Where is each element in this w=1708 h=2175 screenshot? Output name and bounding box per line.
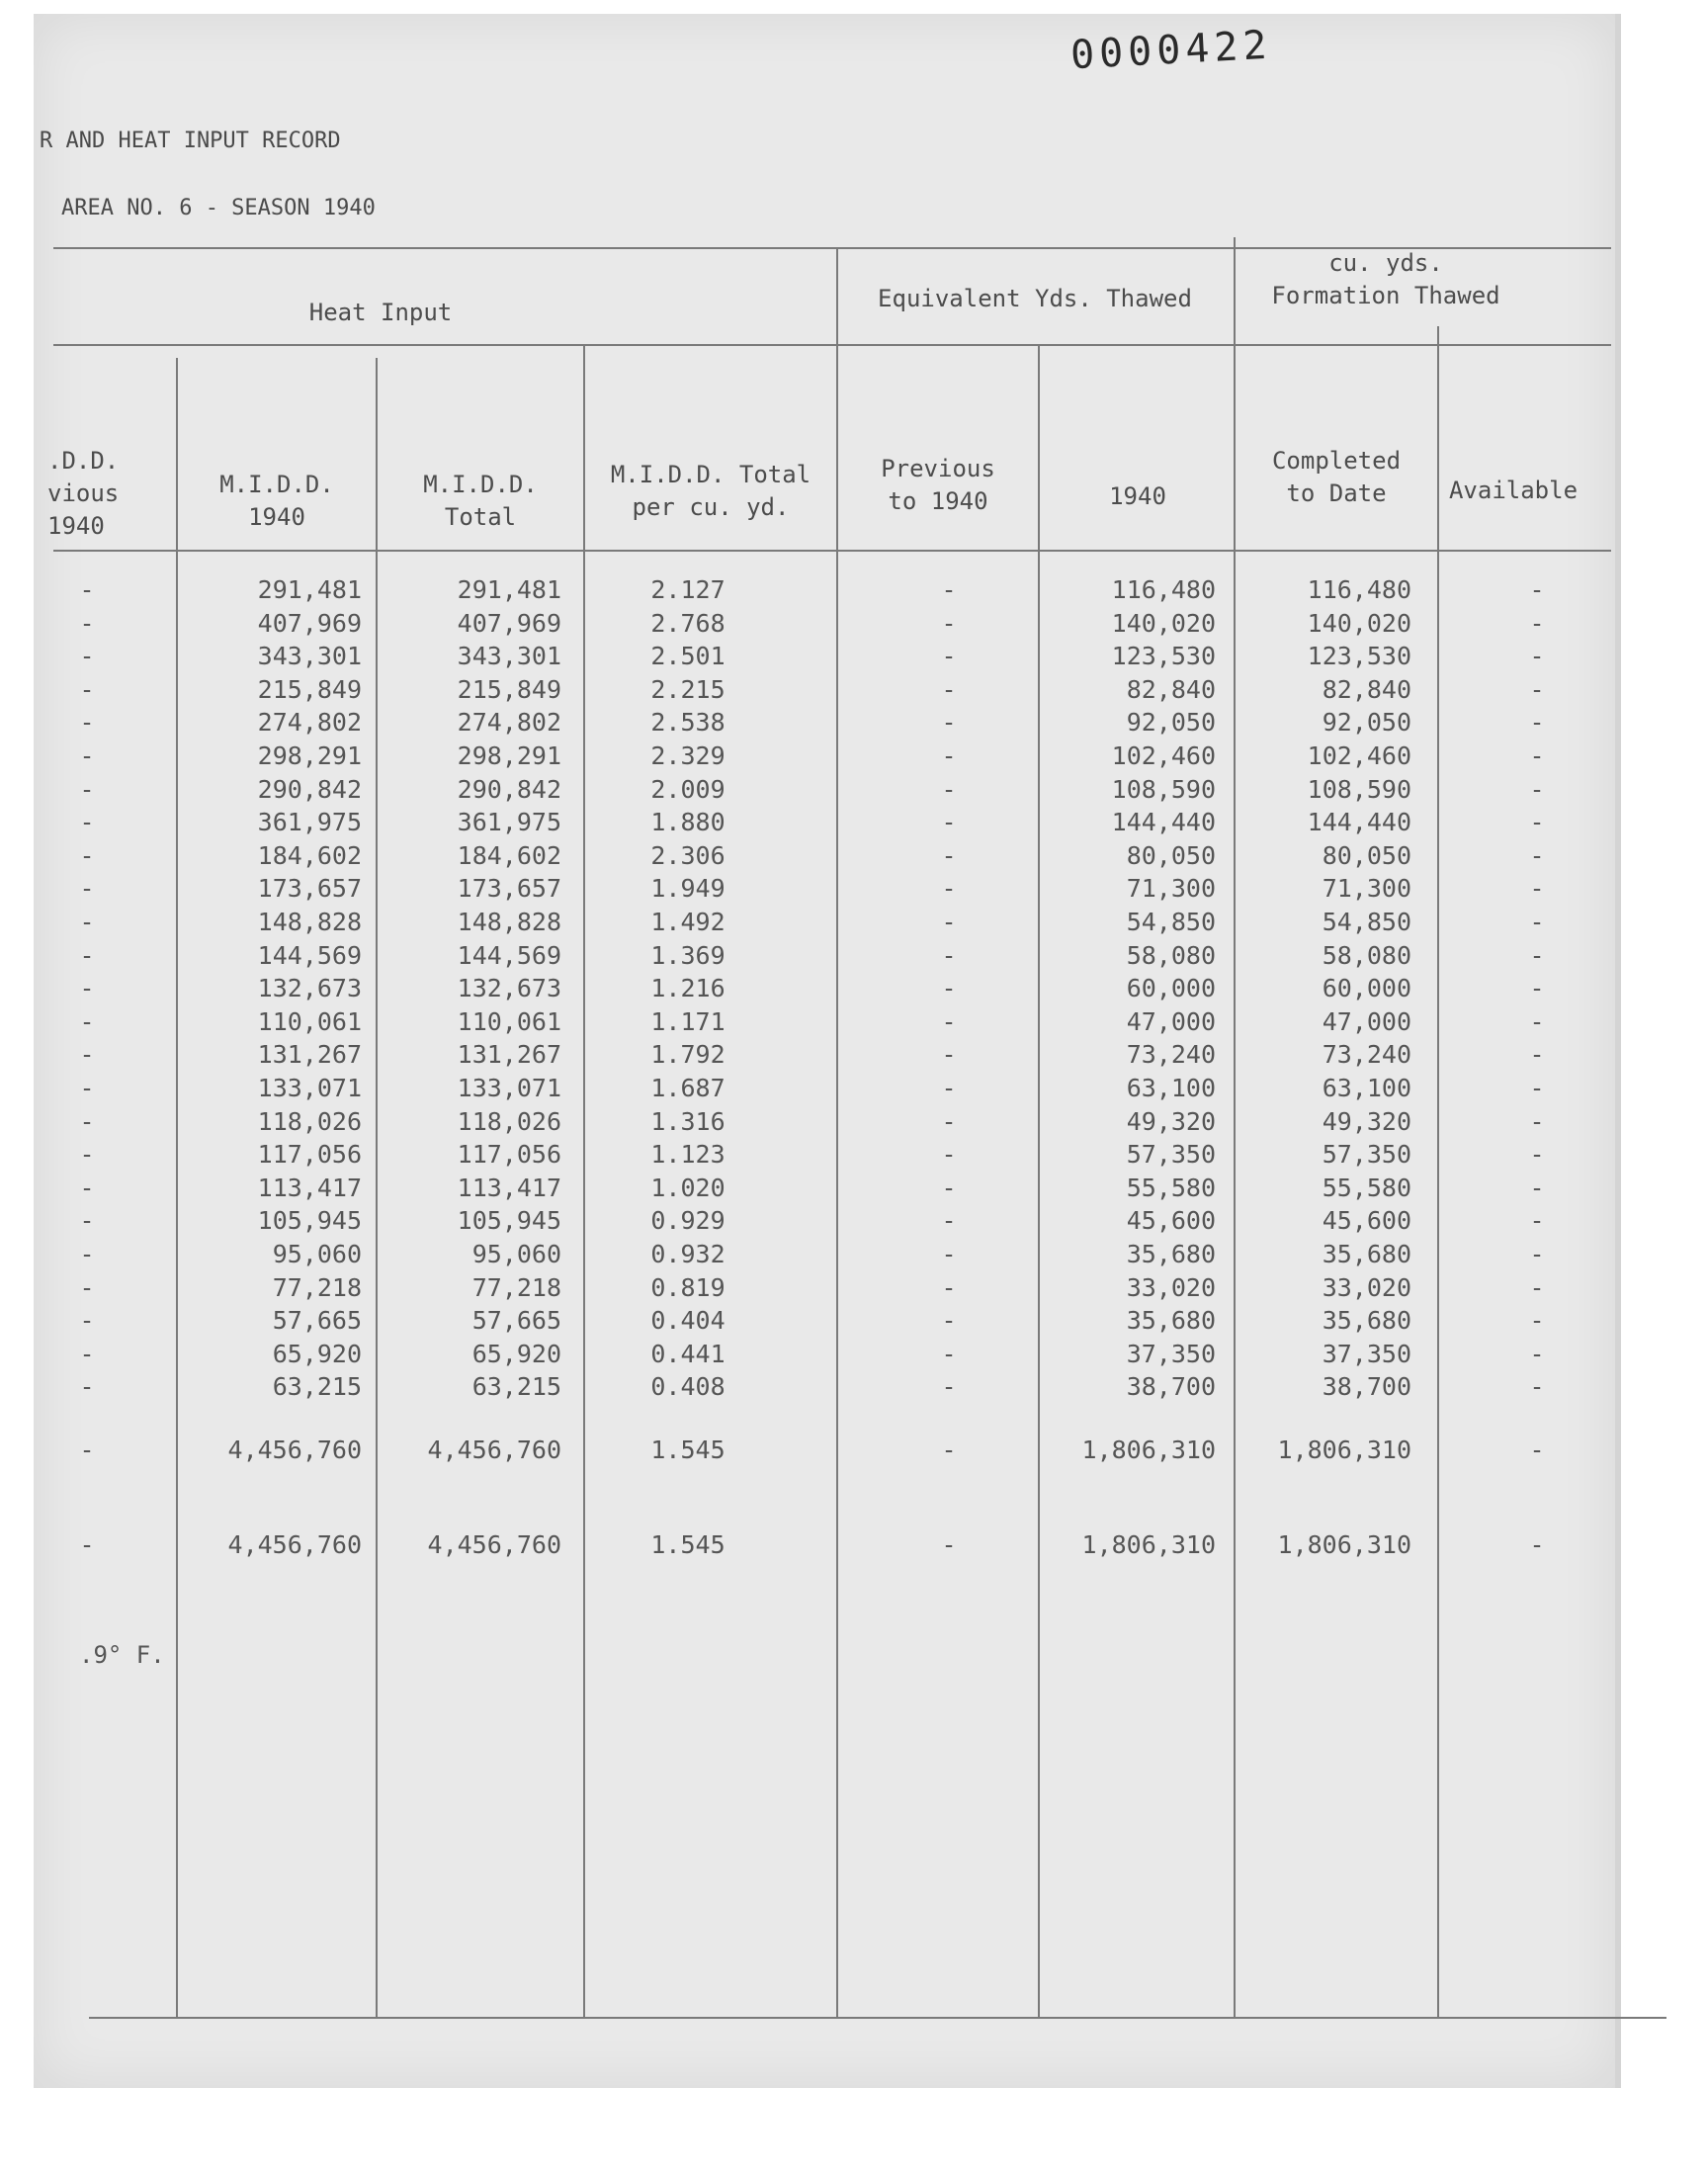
cell-yds-previous: -: [941, 1273, 957, 1302]
cell-yds-previous: -: [941, 1107, 957, 1136]
cell-midd-per-yd: 2.306: [650, 841, 726, 870]
cell-yds-1940: 45,600: [1126, 1206, 1216, 1235]
cell-midd-previous: -: [79, 1273, 95, 1302]
cell-completed-to-date: 55,580: [1322, 1174, 1411, 1202]
cell-midd-per-yd: 0.932: [650, 1240, 726, 1268]
cell-midd-total: 407,969: [457, 609, 561, 638]
cell-midd-total: 118,026: [457, 1107, 561, 1136]
cell-midd-previous: -: [79, 974, 95, 1002]
column-header: M.I.D.D. 1940: [219, 471, 334, 531]
cell-midd-per-yd: 0.441: [650, 1340, 726, 1368]
cell-yds-previous: -: [941, 1174, 957, 1202]
document-title: R AND HEAT INPUT RECORD: [40, 129, 341, 153]
column-divider: [1437, 326, 1439, 2017]
cell-midd-per-yd: 2.501: [650, 642, 726, 670]
cell-midd-previous: -: [79, 1140, 95, 1169]
cell-yds-1940: 49,320: [1126, 1107, 1216, 1136]
cell-yds-previous: -: [941, 908, 957, 936]
cell-midd-total: 343,301: [457, 642, 561, 670]
cell-midd-total: 77,218: [471, 1273, 561, 1302]
cell-available: -: [1529, 609, 1545, 638]
document-subtitle: AREA NO. 6 - SEASON 1940: [61, 196, 376, 220]
cell-completed-to-date: 102,460: [1307, 741, 1411, 770]
cell-yds-1940: 1,806,310: [1081, 1530, 1216, 1559]
cell-available: -: [1529, 741, 1545, 770]
cell-midd-1940: 343,301: [257, 642, 362, 670]
cell-yds-previous: -: [941, 841, 957, 870]
cell-midd-total: 113,417: [457, 1174, 561, 1202]
cell-completed-to-date: 33,020: [1322, 1273, 1411, 1302]
cell-completed-to-date: 1,806,310: [1277, 1530, 1411, 1559]
cell-completed-to-date: 38,700: [1322, 1372, 1411, 1401]
cell-midd-per-yd: 2.538: [650, 708, 726, 737]
cell-midd-1940: 63,215: [272, 1372, 362, 1401]
column-divider: [583, 346, 585, 2017]
cell-midd-per-yd: 1.216: [650, 974, 726, 1002]
cell-midd-total: 4,456,760: [427, 1436, 561, 1464]
cell-yds-1940: 55,580: [1126, 1174, 1216, 1202]
cell-yds-1940: 37,350: [1126, 1340, 1216, 1368]
cell-available: -: [1529, 1436, 1545, 1464]
cell-available: -: [1529, 1107, 1545, 1136]
cell-midd-total: 215,849: [457, 675, 561, 704]
cell-available: -: [1529, 575, 1545, 604]
cell-available: -: [1529, 941, 1545, 970]
cell-yds-previous: -: [941, 1007, 957, 1036]
cell-available: -: [1529, 1040, 1545, 1069]
cell-midd-1940: 132,673: [257, 974, 362, 1002]
cell-midd-previous: -: [79, 1436, 95, 1464]
footnote: .9° F.: [79, 1641, 165, 1669]
cell-midd-per-yd: 1.949: [650, 874, 726, 903]
cell-yds-1940: 73,240: [1126, 1040, 1216, 1069]
cell-yds-previous: -: [941, 1074, 957, 1102]
cell-midd-1940: 95,060: [272, 1240, 362, 1268]
cell-midd-1940: 148,828: [257, 908, 362, 936]
cell-midd-1940: 184,602: [257, 841, 362, 870]
table-bottom-rule: [89, 2017, 1666, 2019]
cell-yds-previous: -: [941, 1140, 957, 1169]
cell-midd-previous: -: [79, 908, 95, 936]
cell-available: -: [1529, 874, 1545, 903]
cell-available: -: [1529, 808, 1545, 836]
cell-midd-total: 63,215: [471, 1372, 561, 1401]
cell-midd-per-yd: 1.492: [650, 908, 726, 936]
cell-available: -: [1529, 1007, 1545, 1036]
cell-midd-1940: 4,456,760: [227, 1530, 362, 1559]
cell-yds-1940: 33,020: [1126, 1273, 1216, 1302]
cell-available: -: [1529, 1372, 1545, 1401]
cell-completed-to-date: 123,530: [1307, 642, 1411, 670]
cell-available: -: [1529, 974, 1545, 1002]
cell-midd-per-yd: 1.792: [650, 1040, 726, 1069]
cell-midd-per-yd: 2.215: [650, 675, 726, 704]
group-header-formation-thawed: cu. yds. Formation Thawed: [1271, 249, 1500, 309]
cell-midd-total: 133,071: [457, 1074, 561, 1102]
cell-midd-previous: -: [79, 1530, 95, 1559]
cell-midd-per-yd: 0.929: [650, 1206, 726, 1235]
column-header: .D.D. vious 1940: [47, 447, 120, 540]
cell-midd-total: 144,569: [457, 941, 561, 970]
cell-yds-previous: -: [941, 1206, 957, 1235]
cell-midd-1940: 65,920: [272, 1340, 362, 1368]
cell-midd-1940: 291,481: [257, 575, 362, 604]
cell-midd-previous: -: [79, 1340, 95, 1368]
cell-yds-1940: 144,440: [1111, 808, 1216, 836]
cell-midd-previous: -: [79, 1240, 95, 1268]
cell-midd-per-yd: 1.545: [650, 1530, 726, 1559]
cell-yds-previous: -: [941, 1436, 957, 1464]
cell-midd-previous: -: [79, 575, 95, 604]
cell-completed-to-date: 92,050: [1322, 708, 1411, 737]
cell-completed-to-date: 144,440: [1307, 808, 1411, 836]
cell-available: -: [1529, 1206, 1545, 1235]
cell-completed-to-date: 73,240: [1322, 1040, 1411, 1069]
cell-available: -: [1529, 708, 1545, 737]
cell-yds-1940: 35,680: [1126, 1306, 1216, 1335]
cell-yds-previous: -: [941, 974, 957, 1002]
cell-midd-total: 65,920: [471, 1340, 561, 1368]
cell-midd-total: 132,673: [457, 974, 561, 1002]
cell-yds-previous: -: [941, 941, 957, 970]
cell-yds-previous: -: [941, 642, 957, 670]
cell-completed-to-date: 45,600: [1322, 1206, 1411, 1235]
cell-midd-per-yd: 2.127: [650, 575, 726, 604]
cell-yds-previous: -: [941, 1530, 957, 1559]
cell-midd-1940: 173,657: [257, 874, 362, 903]
cell-yds-previous: -: [941, 808, 957, 836]
cell-yds-1940: 92,050: [1126, 708, 1216, 737]
cell-midd-total: 298,291: [457, 741, 561, 770]
cell-midd-previous: -: [79, 1040, 95, 1069]
cell-yds-previous: -: [941, 775, 957, 804]
column-divider: [1234, 237, 1236, 2017]
cell-midd-1940: 105,945: [257, 1206, 362, 1235]
cell-midd-total: 291,481: [457, 575, 561, 604]
cell-yds-previous: -: [941, 1306, 957, 1335]
cell-available: -: [1529, 841, 1545, 870]
document-stamp-number: 0000422: [1068, 22, 1273, 79]
cell-midd-previous: -: [79, 874, 95, 903]
cell-midd-total: 110,061: [457, 1007, 561, 1036]
cell-completed-to-date: 108,590: [1307, 775, 1411, 804]
cell-midd-previous: -: [79, 1174, 95, 1202]
cell-midd-total: 117,056: [457, 1140, 561, 1169]
cell-available: -: [1529, 1273, 1545, 1302]
cell-midd-previous: -: [79, 1206, 95, 1235]
cell-yds-previous: -: [941, 1372, 957, 1401]
column-divider: [836, 247, 838, 2017]
cell-midd-1940: 57,665: [272, 1306, 362, 1335]
cell-completed-to-date: 37,350: [1322, 1340, 1411, 1368]
column-divider: [376, 358, 378, 2017]
column-divider: [1038, 346, 1040, 2017]
cell-midd-1940: 113,417: [257, 1174, 362, 1202]
cell-midd-total: 105,945: [457, 1206, 561, 1235]
cell-midd-previous: -: [79, 609, 95, 638]
cell-midd-previous: -: [79, 841, 95, 870]
group-header-heat-input: Heat Input: [308, 299, 453, 326]
cell-midd-per-yd: 0.819: [650, 1273, 726, 1302]
cell-available: -: [1529, 775, 1545, 804]
cell-yds-previous: -: [941, 1340, 957, 1368]
cell-midd-1940: 215,849: [257, 675, 362, 704]
cell-midd-per-yd: 1.369: [650, 941, 726, 970]
cell-completed-to-date: 140,020: [1307, 609, 1411, 638]
cell-midd-total: 274,802: [457, 708, 561, 737]
cell-completed-to-date: 49,320: [1322, 1107, 1411, 1136]
cell-midd-previous: -: [79, 642, 95, 670]
cell-yds-1940: 57,350: [1126, 1140, 1216, 1169]
cell-yds-previous: -: [941, 1040, 957, 1069]
cell-midd-per-yd: 1.020: [650, 1174, 726, 1202]
cell-midd-total: 131,267: [457, 1040, 561, 1069]
cell-midd-per-yd: 2.009: [650, 775, 726, 804]
cell-yds-1940: 38,700: [1126, 1372, 1216, 1401]
column-header: Previous to 1940: [881, 455, 995, 515]
cell-completed-to-date: 35,680: [1322, 1240, 1411, 1268]
cell-yds-1940: 63,100: [1126, 1074, 1216, 1102]
cell-yds-1940: 54,850: [1126, 908, 1216, 936]
cell-midd-1940: 118,026: [257, 1107, 362, 1136]
cell-midd-1940: 133,071: [257, 1074, 362, 1102]
cell-midd-per-yd: 0.404: [650, 1306, 726, 1335]
cell-completed-to-date: 35,680: [1322, 1306, 1411, 1335]
cell-midd-previous: -: [79, 1306, 95, 1335]
cell-available: -: [1529, 1306, 1545, 1335]
cell-midd-total: 361,975: [457, 808, 561, 836]
column-header: M.I.D.D. Total per cu. yd.: [610, 461, 811, 521]
cell-yds-1940: 1,806,310: [1081, 1436, 1216, 1464]
cell-yds-1940: 47,000: [1126, 1007, 1216, 1036]
cell-midd-1940: 274,802: [257, 708, 362, 737]
cell-midd-total: 148,828: [457, 908, 561, 936]
cell-completed-to-date: 57,350: [1322, 1140, 1411, 1169]
cell-completed-to-date: 58,080: [1322, 941, 1411, 970]
cell-midd-1940: 4,456,760: [227, 1436, 362, 1464]
cell-midd-per-yd: 1.123: [650, 1140, 726, 1169]
column-divider: [176, 358, 178, 2017]
cell-midd-previous: -: [79, 1107, 95, 1136]
cell-midd-total: 95,060: [471, 1240, 561, 1268]
cell-completed-to-date: 116,480: [1307, 575, 1411, 604]
cell-midd-1940: 117,056: [257, 1140, 362, 1169]
column-header-rule: [53, 550, 1611, 552]
cell-midd-1940: 77,218: [272, 1273, 362, 1302]
group-header-equivalent-yds: Equivalent Yds. Thawed: [878, 285, 1192, 312]
cell-available: -: [1529, 1530, 1545, 1559]
cell-midd-previous: -: [79, 808, 95, 836]
column-header: Completed to Date: [1271, 447, 1402, 507]
cell-completed-to-date: 1,806,310: [1277, 1436, 1411, 1464]
cell-yds-1940: 80,050: [1126, 841, 1216, 870]
cell-midd-per-yd: 0.408: [650, 1372, 726, 1401]
cell-midd-previous: -: [79, 1007, 95, 1036]
cell-completed-to-date: 60,000: [1322, 974, 1411, 1002]
cell-yds-1940: 60,000: [1126, 974, 1216, 1002]
cell-midd-per-yd: 1.316: [650, 1107, 726, 1136]
cell-yds-1940: 140,020: [1111, 609, 1216, 638]
group-header-rule: [53, 344, 1611, 346]
cell-yds-1940: 116,480: [1111, 575, 1216, 604]
cell-yds-1940: 108,590: [1111, 775, 1216, 804]
cell-yds-1940: 58,080: [1126, 941, 1216, 970]
cell-midd-per-yd: 1.687: [650, 1074, 726, 1102]
cell-completed-to-date: 71,300: [1322, 874, 1411, 903]
cell-available: -: [1529, 642, 1545, 670]
cell-available: -: [1529, 1140, 1545, 1169]
cell-midd-per-yd: 2.329: [650, 741, 726, 770]
cell-midd-1940: 407,969: [257, 609, 362, 638]
cell-midd-1940: 298,291: [257, 741, 362, 770]
cell-yds-1940: 102,460: [1111, 741, 1216, 770]
cell-midd-1940: 131,267: [257, 1040, 362, 1069]
column-header: Available: [1448, 477, 1579, 504]
cell-midd-per-yd: 2.768: [650, 609, 726, 638]
cell-available: -: [1529, 908, 1545, 936]
cell-completed-to-date: 82,840: [1322, 675, 1411, 704]
cell-midd-previous: -: [79, 941, 95, 970]
cell-completed-to-date: 80,050: [1322, 841, 1411, 870]
cell-completed-to-date: 63,100: [1322, 1074, 1411, 1102]
cell-midd-per-yd: 1.171: [650, 1007, 726, 1036]
cell-available: -: [1529, 1340, 1545, 1368]
cell-midd-1940: 290,842: [257, 775, 362, 804]
cell-midd-previous: -: [79, 708, 95, 737]
cell-available: -: [1529, 1074, 1545, 1102]
cell-midd-total: 4,456,760: [427, 1530, 561, 1559]
cell-midd-total: 290,842: [457, 775, 561, 804]
cell-midd-previous: -: [79, 675, 95, 704]
cell-midd-previous: -: [79, 775, 95, 804]
cell-yds-1940: 71,300: [1126, 874, 1216, 903]
cell-yds-1940: 82,840: [1126, 675, 1216, 704]
cell-yds-previous: -: [941, 675, 957, 704]
cell-available: -: [1529, 1174, 1545, 1202]
cell-midd-previous: -: [79, 741, 95, 770]
cell-yds-previous: -: [941, 1240, 957, 1268]
cell-midd-1940: 144,569: [257, 941, 362, 970]
cell-available: -: [1529, 675, 1545, 704]
cell-yds-previous: -: [941, 741, 957, 770]
cell-midd-previous: -: [79, 1372, 95, 1401]
cell-yds-previous: -: [941, 575, 957, 604]
column-header: M.I.D.D. Total: [423, 471, 538, 531]
cell-midd-total: 57,665: [471, 1306, 561, 1335]
cell-yds-previous: -: [941, 874, 957, 903]
cell-available: -: [1529, 1240, 1545, 1268]
cell-midd-1940: 361,975: [257, 808, 362, 836]
cell-midd-per-yd: 1.545: [650, 1436, 726, 1464]
cell-yds-1940: 35,680: [1126, 1240, 1216, 1268]
cell-completed-to-date: 47,000: [1322, 1007, 1411, 1036]
cell-yds-previous: -: [941, 609, 957, 638]
cell-midd-per-yd: 1.880: [650, 808, 726, 836]
cell-midd-total: 173,657: [457, 874, 561, 903]
column-header: 1940: [1109, 482, 1166, 510]
cell-midd-1940: 110,061: [257, 1007, 362, 1036]
cell-completed-to-date: 54,850: [1322, 908, 1411, 936]
cell-yds-1940: 123,530: [1111, 642, 1216, 670]
cell-midd-previous: -: [79, 1074, 95, 1102]
cell-midd-total: 184,602: [457, 841, 561, 870]
cell-yds-previous: -: [941, 708, 957, 737]
